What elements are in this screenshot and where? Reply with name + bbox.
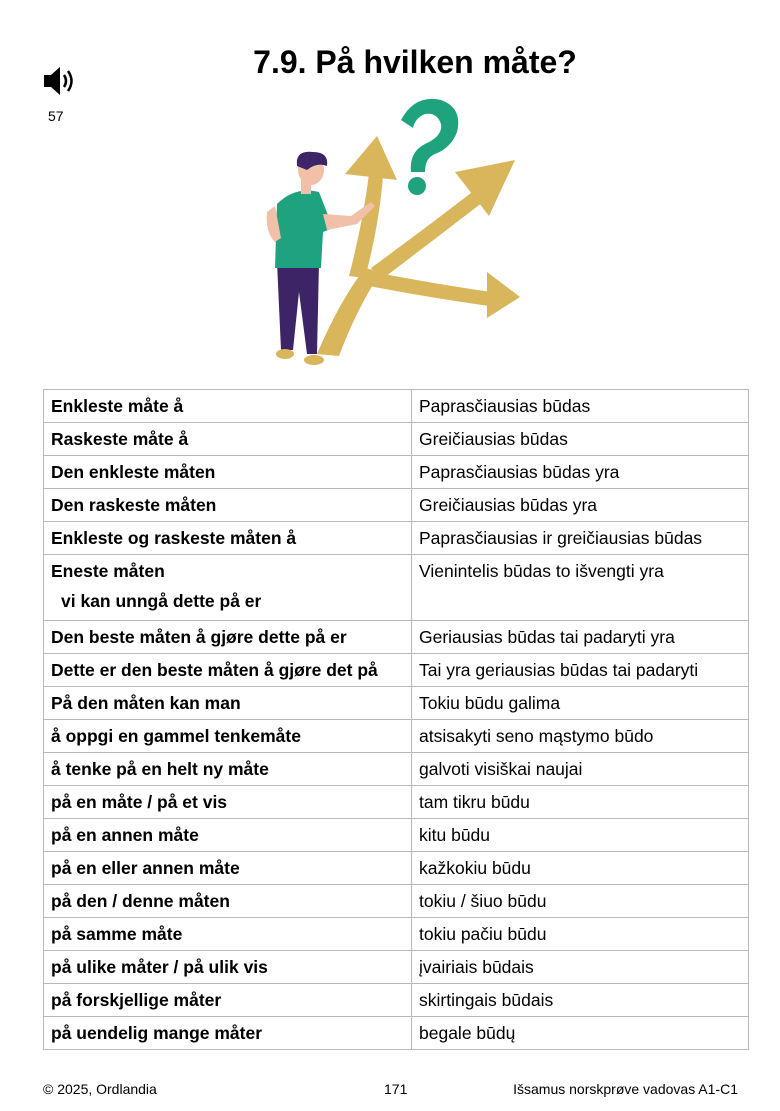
norwegian-cell: på uendelig mange måter [44, 1017, 412, 1050]
norwegian-cell: på samme måte [44, 918, 412, 951]
footer-copyright: © 2025, Ordlandia [43, 1081, 157, 1097]
lithuanian-cell: Geriausias būdas tai padaryti yra [412, 621, 749, 654]
norwegian-line-1: Eneste måten [51, 561, 165, 581]
norwegian-cell: På den måten kan man [44, 687, 412, 720]
norwegian-cell: Den raskeste måten [44, 489, 412, 522]
lithuanian-cell: atsisakyti seno mąstymo būdo [412, 720, 749, 753]
table-row [44, 555, 749, 621]
table-row [44, 819, 749, 852]
lithuanian-cell: tokiu pačiu būdu [412, 918, 749, 951]
norwegian-cell: på ulike måter / på ulik vis [44, 951, 412, 984]
norwegian-cell: på forskjellige måter [44, 984, 412, 1017]
norwegian-cell: å oppgi en gammel tenkemåte [44, 720, 412, 753]
audio-track-number: 57 [48, 108, 64, 124]
lithuanian-cell: tokiu / šiuo būdu [412, 885, 749, 918]
lithuanian-cell: kitu būdu [412, 819, 749, 852]
norwegian-cell: på en måte / på et vis [44, 786, 412, 819]
table-row [44, 390, 749, 423]
table-row [44, 786, 749, 819]
lithuanian-cell: Greičiausias būdas [412, 423, 749, 456]
table-row [44, 423, 749, 456]
lithuanian-cell: galvoti visiškai naujai [412, 753, 749, 786]
lithuanian-cell: skirtingais būdais [412, 984, 749, 1017]
lithuanian-cell: Tokiu būdu galima [412, 687, 749, 720]
table-row [44, 654, 749, 687]
table-row [44, 1017, 749, 1050]
lithuanian-cell: Paprasčiausias būdas yra [412, 456, 749, 489]
norwegian-cell: på en annen måte [44, 819, 412, 852]
norwegian-cell: Dette er den beste måten å gjøre det på [44, 654, 412, 687]
person-at-crossroads-illustration [265, 92, 525, 372]
table-row [44, 720, 749, 753]
norwegian-line-2: vi kan unngå dette på er [61, 591, 262, 611]
table-row [44, 852, 749, 885]
norwegian-cell: på en eller annen måte [44, 852, 412, 885]
table-row [44, 885, 749, 918]
footer-page-number: 171 [384, 1081, 408, 1097]
norwegian-cell: Den enkleste måten [44, 456, 412, 489]
lithuanian-cell: Vienintelis būdas to išvengti yra [412, 555, 749, 621]
table-row [44, 621, 749, 654]
table-row [44, 918, 749, 951]
table-row [44, 456, 749, 489]
table-row [44, 522, 749, 555]
lithuanian-cell: Greičiausias būdas yra [412, 489, 749, 522]
table-row [44, 489, 749, 522]
table-row [44, 753, 749, 786]
lithuanian-cell: Paprasčiausias ir greičiausias būdas [412, 522, 749, 555]
lithuanian-cell: Tai yra geriausias būdas tai padaryti [412, 654, 749, 687]
norwegian-cell: å tenke på en helt ny måte [44, 753, 412, 786]
norwegian-cell: Enkleste og raskeste måten å [44, 522, 412, 555]
table-row [44, 687, 749, 720]
norwegian-cell: Raskeste måte å [44, 423, 412, 456]
table-row [44, 951, 749, 984]
page-title: 7.9. På hvilken måte? [253, 44, 577, 80]
norwegian-cell: på den / denne måten [44, 885, 412, 918]
lithuanian-cell: tam tikru būdu [412, 786, 749, 819]
lithuanian-cell: kažkokiu būdu [412, 852, 749, 885]
vocabulary-table [43, 389, 749, 1050]
speaker-icon[interactable] [42, 66, 80, 96]
lithuanian-cell: Paprasčiausias būdas [412, 390, 749, 423]
lithuanian-cell: įvairiais būdais [412, 951, 749, 984]
lithuanian-cell: begale būdų [412, 1017, 749, 1050]
norwegian-cell: Den beste måten å gjøre dette på er [44, 621, 412, 654]
table-row [44, 984, 749, 1017]
norwegian-cell [44, 555, 412, 621]
norwegian-cell: Enkleste måte å [44, 390, 412, 423]
footer-book-title: Išsamus norskprøve vadovas A1-C1 [513, 1081, 738, 1097]
